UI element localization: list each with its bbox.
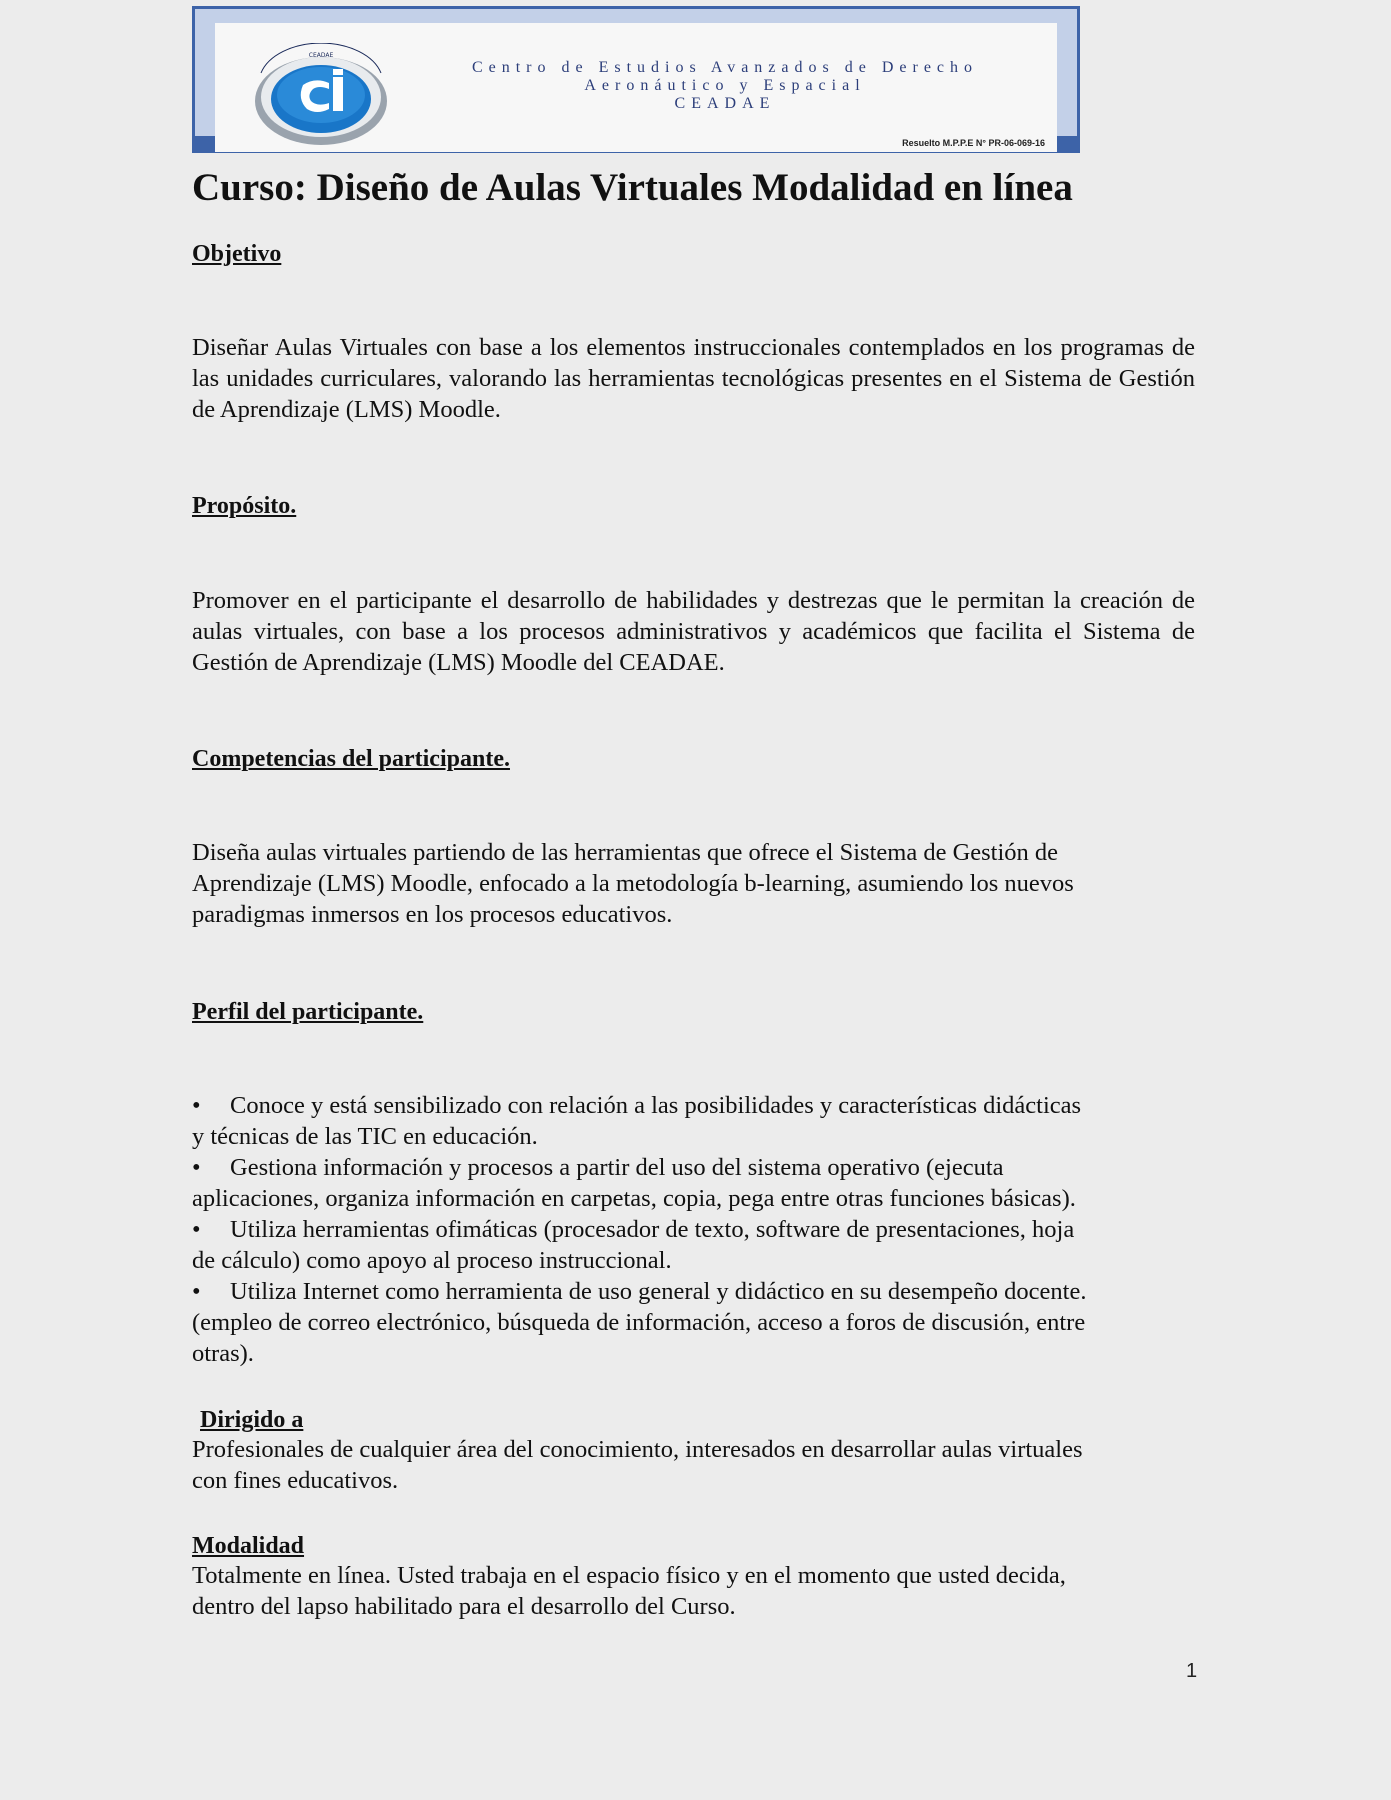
modalidad-text bbox=[192, 1560, 1197, 1622]
list-item: • Utiliza Internet como herramienta de uso general y didáctico en su desempeño docente. bbox=[192, 1278, 1087, 1305]
competencias-heading: Competencias del participante. bbox=[192, 746, 510, 772]
bullet-icon: • bbox=[192, 1154, 201, 1181]
competencias-line-1: Diseña aulas virtuales partiendo de las herramientas que ofrece el Sistema de Gestión de bbox=[192, 839, 1059, 866]
bullet-icon: • bbox=[192, 1278, 201, 1305]
banner-line-2: Aeronáutico y Espacial bbox=[584, 77, 866, 94]
competencias-text bbox=[192, 837, 1197, 930]
resolution-number: Resuelto M.P.P.E N° PR-06-069-16 bbox=[902, 138, 1045, 148]
list-item: • Gestiona información y procesos a partir del uso del sistema operativo (ejecuta bbox=[192, 1154, 1004, 1181]
perfil-heading: Perfil del participante. bbox=[192, 999, 424, 1025]
perfil-list bbox=[192, 1090, 1197, 1369]
page-number: 1 bbox=[1186, 1660, 1198, 1682]
proposito-heading: Propósito. bbox=[192, 493, 297, 519]
course-title: Curso: Diseño de Aulas Virtuales Modalidad en línea bbox=[192, 166, 1073, 209]
svg-text:CEADAE: CEADAE bbox=[308, 52, 334, 59]
modalidad-line-2: dentro del lapso habilitado para el desarrollo del Curso. bbox=[192, 1593, 736, 1620]
modalidad-heading: Modalidad bbox=[192, 1533, 305, 1559]
competencias-line-2: Aprendizaje (LMS) Moodle, enfocado a la metodología b-learning, asumiendo los nuevos bbox=[192, 870, 1074, 897]
objetivo-heading: Objetivo bbox=[192, 241, 282, 267]
list-item-continuation: de cálculo) como apoyo al proceso instruccional. bbox=[192, 1247, 672, 1274]
bullet-icon: • bbox=[192, 1092, 201, 1119]
modalidad-line-1: Totalmente en línea. Usted trabaja en el espacio físico y en el momento que usted decida, bbox=[192, 1562, 1066, 1589]
list-item: • Utiliza herramientas ofimáticas (procesador de texto, software de presentaciones, hoja bbox=[192, 1216, 1075, 1243]
dirigido-line-1: Profesionales de cualquier área del conocimiento, interesados en desarrollar aulas virtuales bbox=[192, 1436, 1083, 1463]
list-item-continuation: y técnicas de las TIC en educación. bbox=[192, 1123, 538, 1150]
banner-line-1: Centro de Estudios Avanzados de Derecho bbox=[471, 59, 979, 76]
objetivo-text: Diseñar Aulas Virtuales con base a los elementos instruccionales contemplados en los programas de las unidades curriculares, valorando las herramientas tecnológicas presentes en el Sistema de Gestión de Aprendizaje (LMS) Moodle. bbox=[192, 334, 1195, 423]
header-banner bbox=[192, 6, 1080, 153]
bullet-icon: • bbox=[192, 1216, 201, 1243]
proposito-text: Promover en el participante el desarrollo de habilidades y destrezas que le permitan la creación de aulas virtuales, con base a los procesos administrativos y académicos que facilita el Sistema de Gestión de Aprendizaje (LMS) Moodle del CEADAE. bbox=[192, 587, 1195, 676]
banner-line-3: CEADAE bbox=[674, 95, 776, 112]
banner-title bbox=[415, 59, 1035, 113]
banner-corner-right bbox=[1057, 136, 1077, 150]
dirigido-line-2: con fines educativos. bbox=[192, 1467, 399, 1494]
list-item: • Conoce y está sensibilizado con relación a las posibilidades y características didácticas bbox=[192, 1092, 1082, 1119]
list-item-continuation: otras). bbox=[192, 1340, 254, 1367]
list-item-continuation: (empleo de correo electrónico, búsqueda de información, acceso a foros de discusión, entre bbox=[192, 1309, 1086, 1336]
banner-inner-panel bbox=[215, 23, 1057, 152]
competencias-line-3: paradigmas inmersos en los procesos educativos. bbox=[192, 901, 673, 928]
dirigido-heading: Dirigido a bbox=[200, 1407, 304, 1433]
banner-corner-left bbox=[195, 136, 215, 150]
ceadae-logo-icon bbox=[251, 43, 391, 148]
list-item-continuation: aplicaciones, organiza información en carpetas, copia, pega entre otras funciones básicas). bbox=[192, 1185, 1076, 1212]
dirigido-text bbox=[192, 1434, 1197, 1496]
